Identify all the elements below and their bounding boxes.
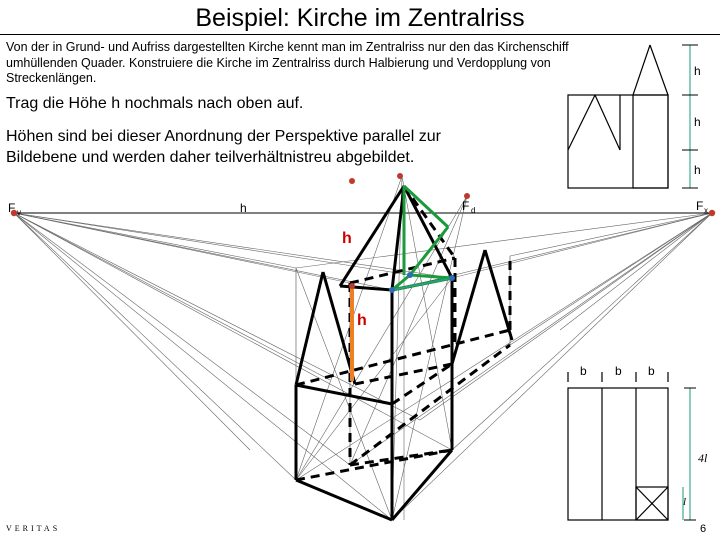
rays-fd (296, 176, 470, 520)
page-title: Beispiel: Kirche im Zentralriss (195, 4, 525, 32)
side-h-label-3: h (694, 163, 701, 177)
base-point (349, 283, 355, 289)
intro-text: Von der in Grund- und Aufriss dargestellten Kirche kennt man im Zentralriss nur den das Kirchenschiff umhüllenden Quader. Konstruiere die Kirche im Zentralriss durch Halbierung und Verdopplung von Streckenlängen. (6, 40, 569, 85)
fx-sub-label: x (704, 206, 708, 215)
fx-point (709, 210, 715, 216)
fd-label: F (462, 199, 470, 213)
points (11, 173, 715, 289)
veritas-logo: VERITAS (6, 524, 61, 533)
red-h-label-1: h (342, 230, 352, 247)
b-label-3: b (648, 364, 655, 378)
fx-label: F (696, 199, 704, 213)
horizon-h-label: h (240, 201, 247, 215)
page-number: 6 (700, 523, 707, 535)
fv-label: F (8, 201, 16, 215)
blue-point-1 (389, 287, 395, 293)
top-construction-point (349, 178, 355, 184)
fd-sub-label: d (471, 206, 476, 215)
fv-sub-label: v (17, 208, 21, 217)
b-label-1: b (580, 364, 587, 378)
rays-fv (14, 213, 452, 520)
elevation-view (568, 45, 668, 188)
l-label: l (683, 496, 687, 508)
blue-point-3 (407, 272, 413, 278)
apex-point (397, 173, 403, 179)
instruction-1: Trag die Höhe h nochmals nach oben auf. (6, 95, 304, 112)
side-h-label-1: h (694, 64, 701, 78)
plan-view (568, 372, 668, 520)
instruction-2: Höhen sind bei dieser Anordnung der Perspektive parallel zur Bildebene und werden daher teilverhältnistreu abgebildet. (6, 128, 441, 166)
side-h-label-2: h (694, 115, 701, 129)
four-l-label: 4l (698, 451, 708, 465)
blue-point-2 (449, 275, 455, 281)
red-h-label-2: h (357, 312, 367, 329)
b-label-2: b (615, 364, 622, 378)
